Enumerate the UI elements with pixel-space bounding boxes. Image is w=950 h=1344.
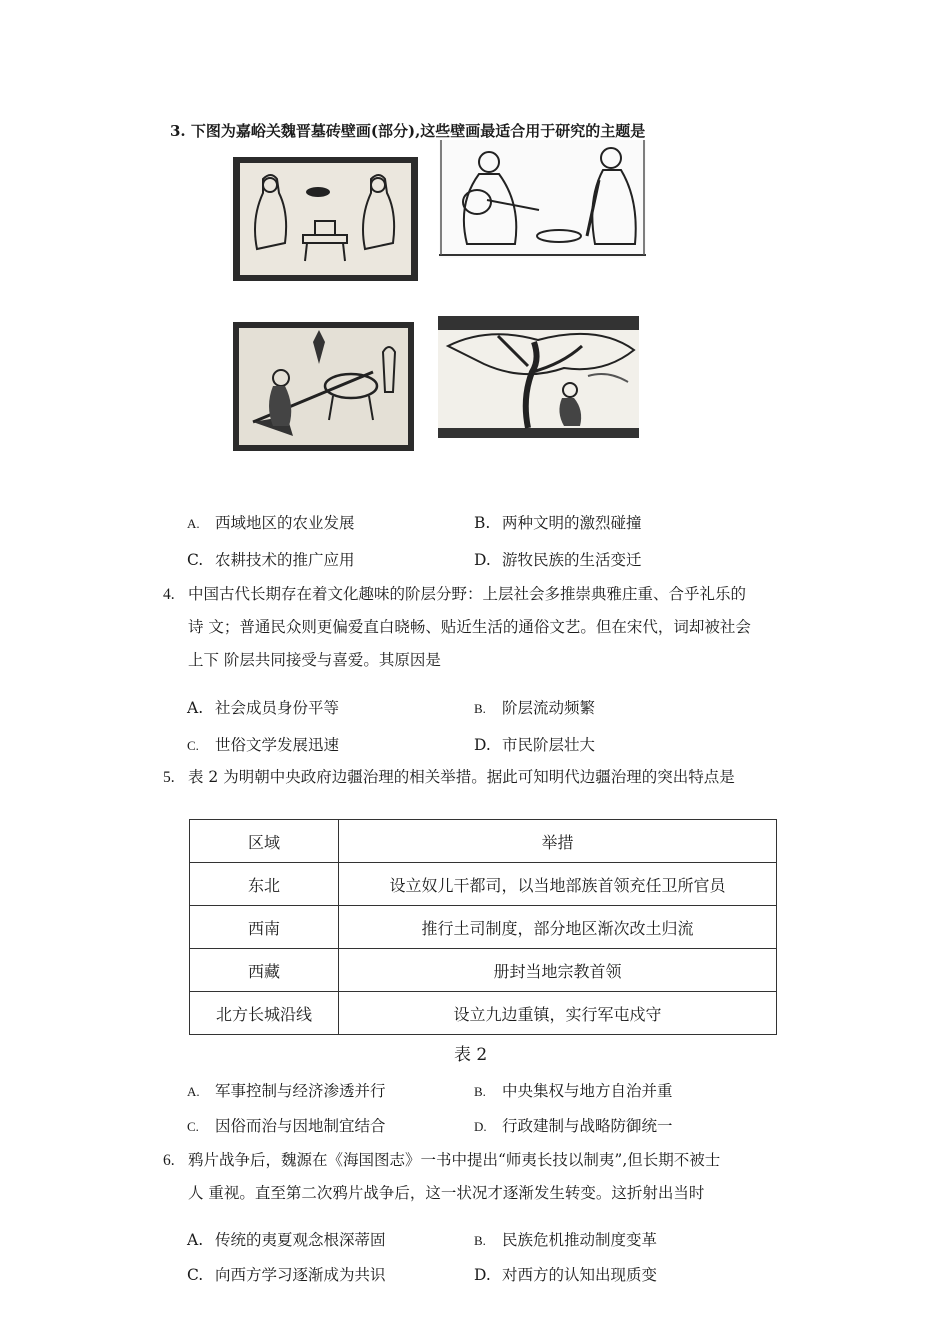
q6-option-b[interactable]: B. 民族危机推动制度变革 — [474, 1231, 658, 1249]
q5-option-a[interactable]: A. 军事控制与经济渗透并行 — [187, 1082, 386, 1100]
mural-image-tree — [438, 316, 639, 438]
table-cell: 西藏 — [190, 949, 339, 992]
q4-option-d[interactable]: D. 市民阶层壮大 — [474, 736, 596, 754]
governance-table — [189, 819, 777, 1035]
table-cell: 西南 — [190, 906, 339, 949]
q3-option-b[interactable]: B. 两种文明的激烈碰撞 — [474, 514, 642, 532]
table-cell: 设立九边重镇，实行军屯戍守 — [339, 992, 777, 1035]
table-row — [190, 949, 777, 992]
q4-option-b[interactable]: B. 阶层流动频繁 — [474, 699, 596, 717]
q6-option-d[interactable]: D. 对西方的认知出现质变 — [474, 1266, 658, 1284]
q5-option-b[interactable]: B. 中央集权与地方自治并重 — [474, 1082, 673, 1100]
q4-option-c[interactable]: C. 世俗文学发展迅速 — [187, 736, 340, 754]
mural-image-banquet — [233, 157, 418, 281]
question-4-stem: 4. 中国古代长期存在着文化趣味的阶层分野：上层社会多推崇典雅庄重、合乎礼乐的 诗 文；普通民众则更偏爱直白晓畅、贴近生活的通俗文艺。但在宋代，词却被社会 上下 阶层共同接受与喜爱。其原因是 — [163, 585, 751, 669]
q3-option-c[interactable]: C. 农耕技术的推广应用 — [187, 551, 355, 569]
table-row — [190, 863, 777, 906]
question-6-stem: 6. 鸦片战争后，魏源在《海国图志》一书中提出“师夷长技以制夷”,但长期不被士 人 重视。直至第二次鸦片战争后，这一状况才逐渐发生转变。这折射出当时 — [163, 1151, 721, 1202]
question-5-stem: 5. 表 2 为明朝中央政府边疆治理的相关举措。据此可知明代边疆治理的突出特点是 — [163, 768, 735, 786]
table-cell: 推行土司制度，部分地区渐次改土归流 — [339, 906, 777, 949]
mural-image-ploughing — [233, 322, 414, 451]
q6-option-c[interactable]: C. 向西方学习逐渐成为共识 — [187, 1266, 386, 1284]
table-header-cell: 区域 — [190, 820, 339, 863]
table-header-cell: 举措 — [339, 820, 777, 863]
table-caption: 表 2 — [454, 1045, 488, 1065]
q6-option-a[interactable]: A. 传统的夷夏观念根深蒂固 — [187, 1231, 386, 1249]
q5-option-c[interactable]: C. 因俗而治与因地制宜结合 — [187, 1117, 386, 1135]
mural-image-musicians — [439, 140, 646, 258]
q3-option-a[interactable]: A. 西域地区的农业发展 — [187, 514, 355, 532]
q5-option-d[interactable]: D. 行政建制与战略防御统一 — [474, 1117, 673, 1135]
table-row — [190, 992, 777, 1035]
table-cell: 设立奴儿干都司，以当地部族首领充任卫所官员 — [339, 863, 777, 906]
table-cell: 东北 — [190, 863, 339, 906]
question-3-stem: 3. 下图为嘉峪关魏晋墓砖壁画(部分),这些壁画最适合用于研究的主题是 — [170, 122, 646, 140]
table-cell: 北方长城沿线 — [190, 992, 339, 1035]
table-row — [190, 906, 777, 949]
table-header-row — [190, 820, 777, 863]
q4-option-a[interactable]: A. 社会成员身份平等 — [187, 699, 340, 717]
q3-option-d[interactable]: D. 游牧民族的生活变迁 — [474, 551, 642, 569]
table-cell: 册封当地宗教首领 — [339, 949, 777, 992]
